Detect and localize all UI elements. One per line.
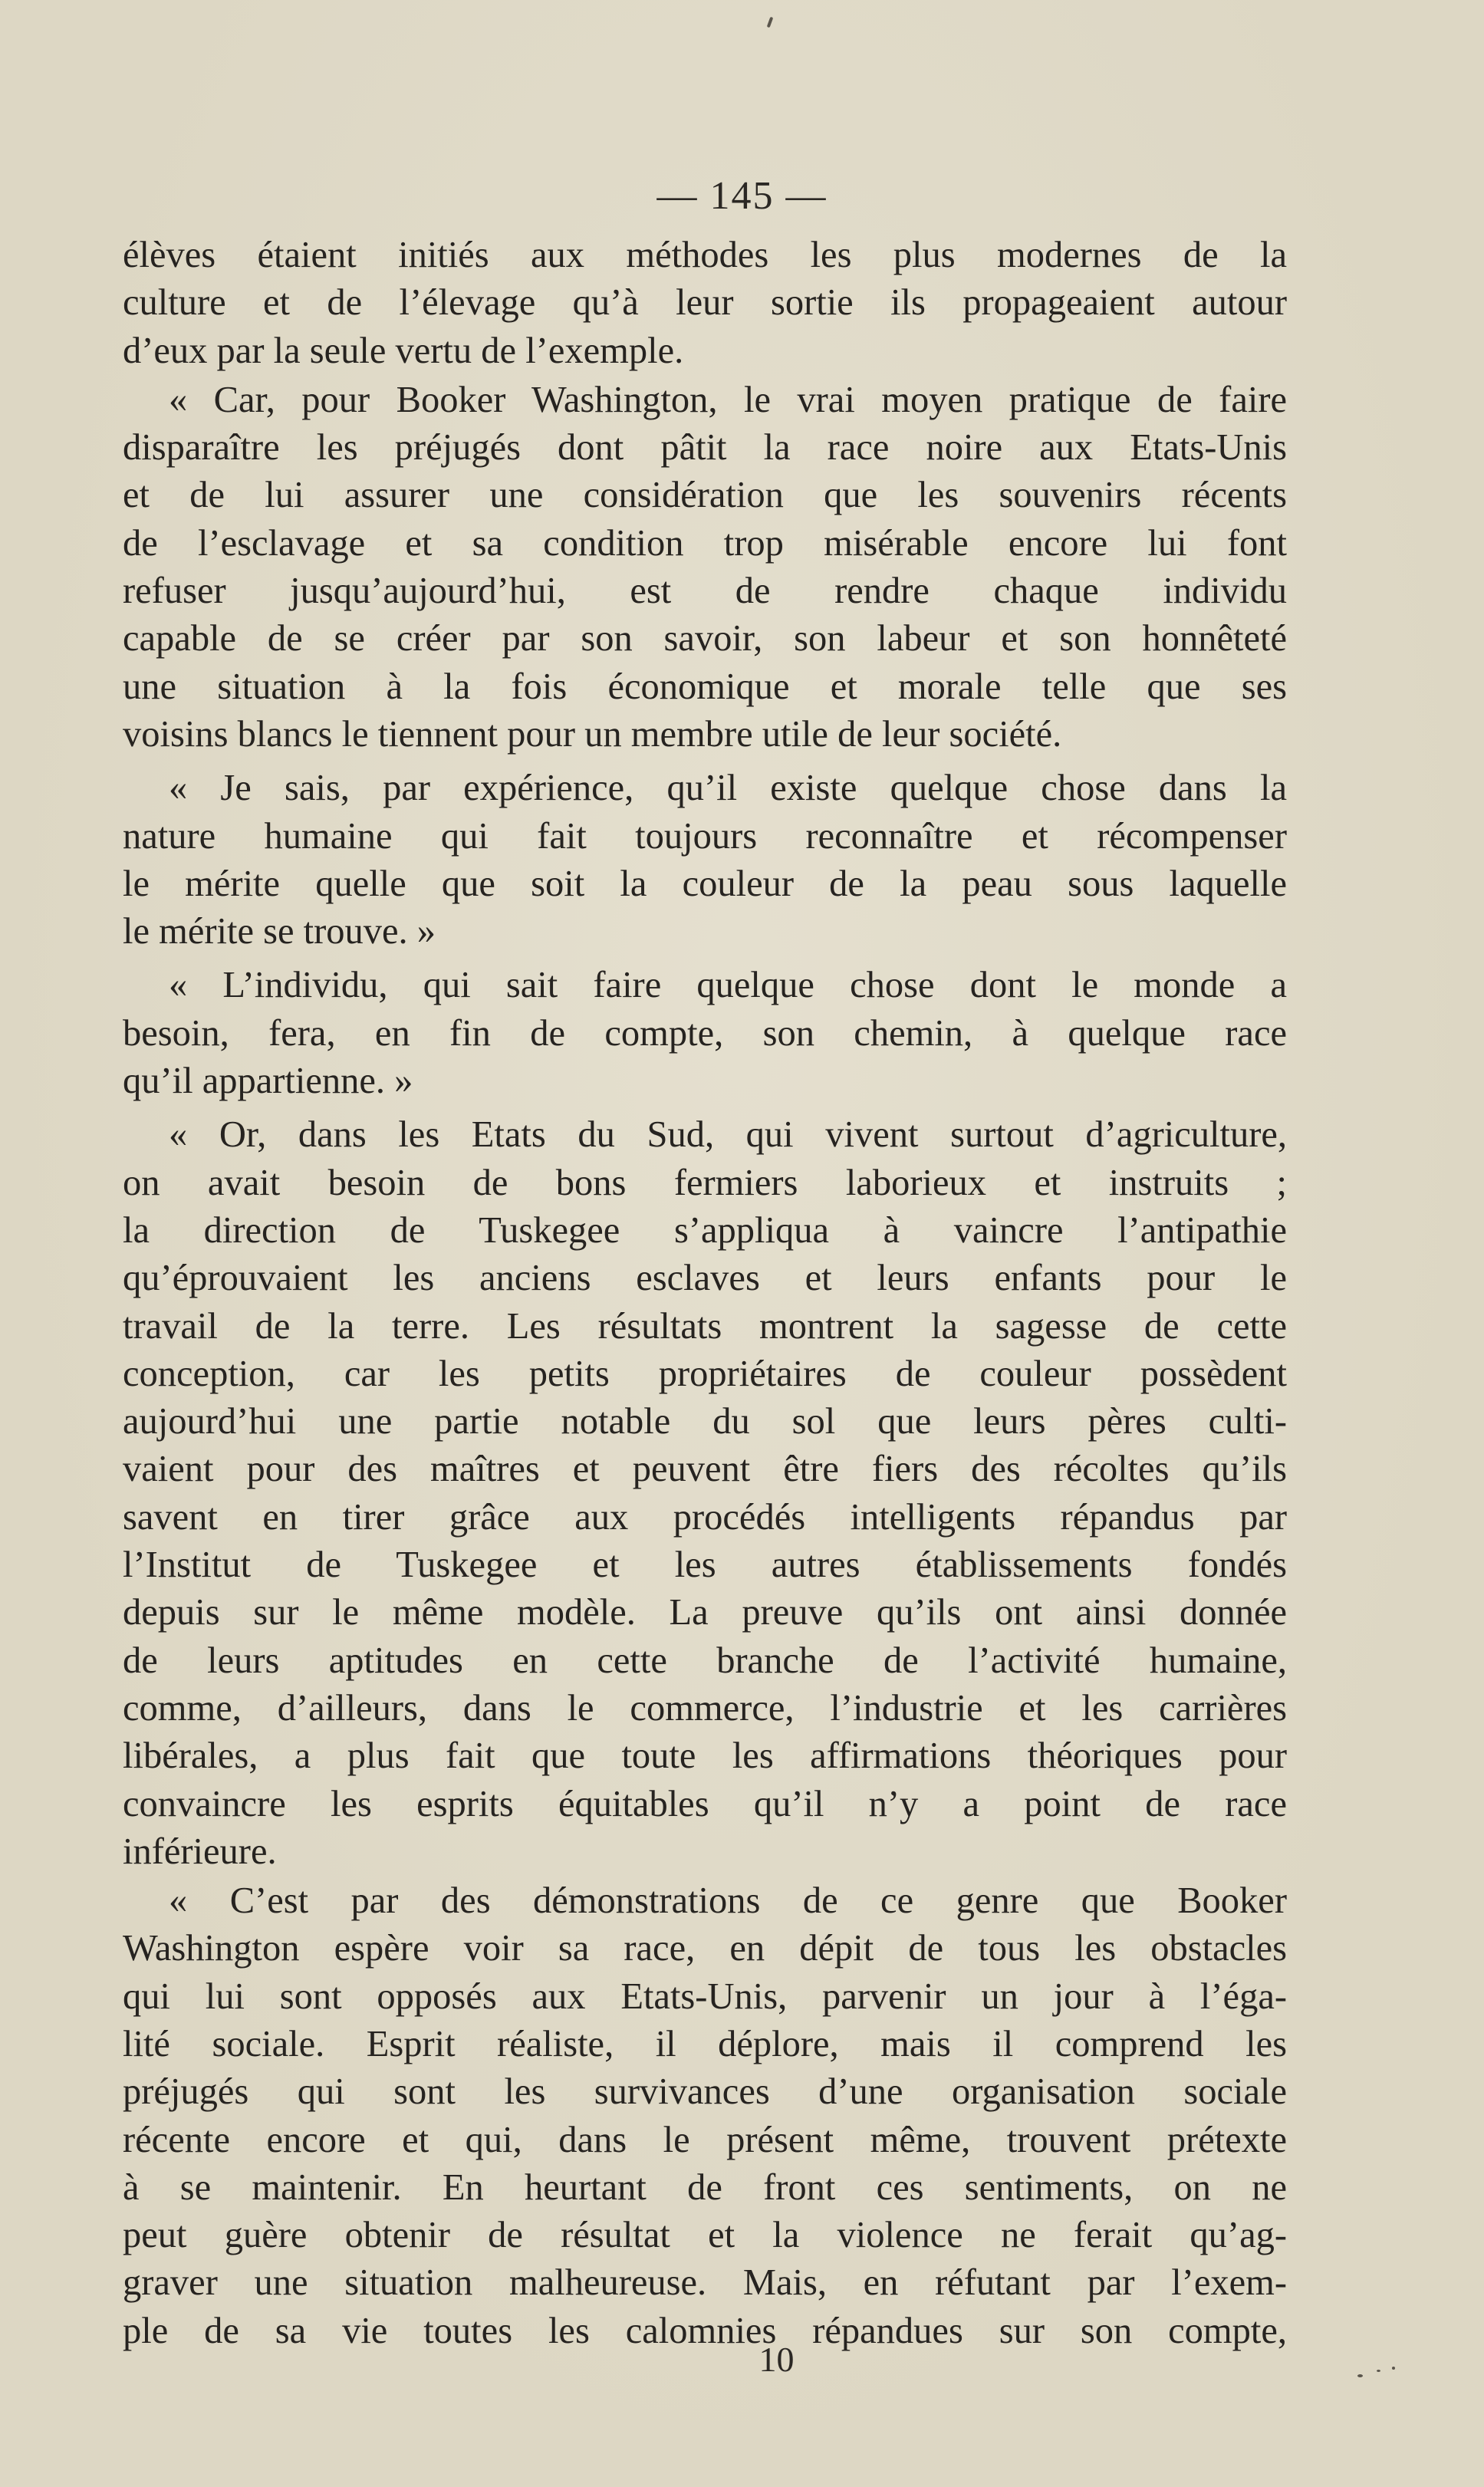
signature-number: 10 (758, 2340, 795, 2379)
paragraph (123, 765, 1287, 956)
text-line: vaient pour des maîtres et peuvent être fiers des récoltes qu’ils (123, 1449, 1287, 1490)
text-line: depuis sur le même modèle. La preuve qu’ils ont ainsi donnée (123, 1592, 1287, 1633)
text-line: « C’est par des démonstrations de ce genre que Booker (169, 1880, 1287, 1922)
paragraph (123, 1111, 1287, 1876)
text-line: savent en tirer grâce aux procédés intelligents répandus par (123, 1496, 1287, 1538)
text-line: et de lui assurer une considération que les souvenirs récents (123, 475, 1287, 516)
text-line: « Je sais, par expérience, qu’il existe quelque chose dans la (169, 768, 1287, 809)
text-line: conception, car les petits propriétaires de couleur possèdent (123, 1353, 1287, 1394)
paper-speck (1377, 2370, 1380, 2372)
text-line: qu’il appartienne. » (123, 1061, 413, 1102)
text-line: « Or, dans les Etats du Sud, qui vivent surtout d’agriculture, (169, 1114, 1287, 1156)
text-line: le mérite quelle que soit la couleur de la peau sous laquelle (123, 863, 1287, 904)
paper-speck (1392, 2367, 1395, 2370)
text-line: peut guère obtenir de résultat et la violence ne ferait qu’ag- (123, 2215, 1287, 2256)
text-line: nature humaine qui fait toujours reconnaître et récompenser (123, 815, 1287, 857)
text-line: graver une situation malheureuse. Mais, en réfutant par l’exem- (123, 2262, 1287, 2304)
text-line: « Car, pour Booker Washington, le vrai moyen pratique de faire (169, 379, 1287, 420)
text-line: à se maintenir. En heurtant de front ces sentiments, on ne (123, 2166, 1287, 2208)
text-line: la direction de Tuskegee s’appliqua à vaincre l’antipathie (123, 1209, 1287, 1251)
paragraph (123, 232, 1287, 375)
text-line: besoin, fera, en fin de compte, son chemin, à quelque race (123, 1012, 1287, 1054)
text-line: récente encore et qui, dans le présent même, trouvent prétexte (123, 2119, 1287, 2160)
text-line: Washington espère voir sa race, en dépit de tous les obstacles (123, 1928, 1287, 1969)
text-line: « L’individu, qui sait faire quelque chose dont le monde a (169, 965, 1287, 1006)
text-line: travail de la terre. Les résultats montrent la sagesse de cette (123, 1305, 1287, 1347)
text-line: aujourd’hui une partie notable du sol que leurs pères culti- (123, 1401, 1287, 1443)
text-line: le mérite se trouve. » (123, 911, 436, 952)
text-line: une situation à la fois économique et morale telle que ses (123, 666, 1287, 707)
text-line: qui lui sont opposés aux Etats-Unis, parvenir un jour à l’éga- (123, 1975, 1287, 2017)
text-line: capable de se créer par son savoir, son labeur et son honnêteté (123, 618, 1287, 660)
text-line: préjugés qui sont les survivances d’une organisation sociale (123, 2071, 1287, 2113)
paragraph (123, 962, 1287, 1105)
text-line: l’Institut de Tuskegee et les autres établissements fondés (123, 1545, 1287, 1586)
text-line: inférieure. (123, 1831, 277, 1872)
text-line: de leurs aptitudes en cette branche de l’activité humaine, (123, 1640, 1287, 1681)
text-line: on avait besoin de bons fermiers laborieux et instruits ; (123, 1162, 1287, 1203)
text-line: ple de sa vie toutes les calomnies répandues sur son compte, (123, 2310, 1287, 2351)
paragraph (123, 377, 1287, 758)
text-line: convaincre les esprits équitables qu’il n’y a point de race (123, 1783, 1287, 1824)
text-line: voisins blancs le tiennent pour un membre utile de leur société. (123, 713, 1062, 755)
text-line: élèves étaient initiés aux méthodes les plus modernes de la (123, 235, 1287, 275)
paper-speck (767, 17, 774, 28)
text-line: d’eux par la seule vertu de l’exemple. (123, 330, 684, 371)
text-line: culture et de l’élevage qu’à leur sortie ils propageaient autour (123, 282, 1287, 324)
text-line: comme, d’ailleurs, dans le commerce, l’industrie et les carrières (123, 1687, 1287, 1729)
text-line: refuser jusqu’aujourd’hui, est de rendre chaque individu (123, 571, 1287, 612)
text-line: libérales, a plus fait que toute les affirmations théoriques pour (123, 1735, 1287, 1777)
text-line: lité sociale. Esprit réaliste, il déplore, mais il comprend les (123, 2023, 1287, 2064)
page-number: — 145 — (656, 174, 828, 218)
paper-speck (1357, 2374, 1363, 2377)
body-text (123, 232, 1287, 2355)
signature-mark (0, 2339, 1484, 2380)
text-line: qu’éprouvaient les anciens esclaves et leurs enfants pour le (123, 1258, 1287, 1299)
text-line: de l’esclavage et sa condition trop misérable encore lui font (123, 522, 1287, 564)
text-line: disparaître les préjugés dont pâtit la race noire aux Etats-Unis (123, 427, 1287, 469)
paragraph (123, 1877, 1287, 2355)
